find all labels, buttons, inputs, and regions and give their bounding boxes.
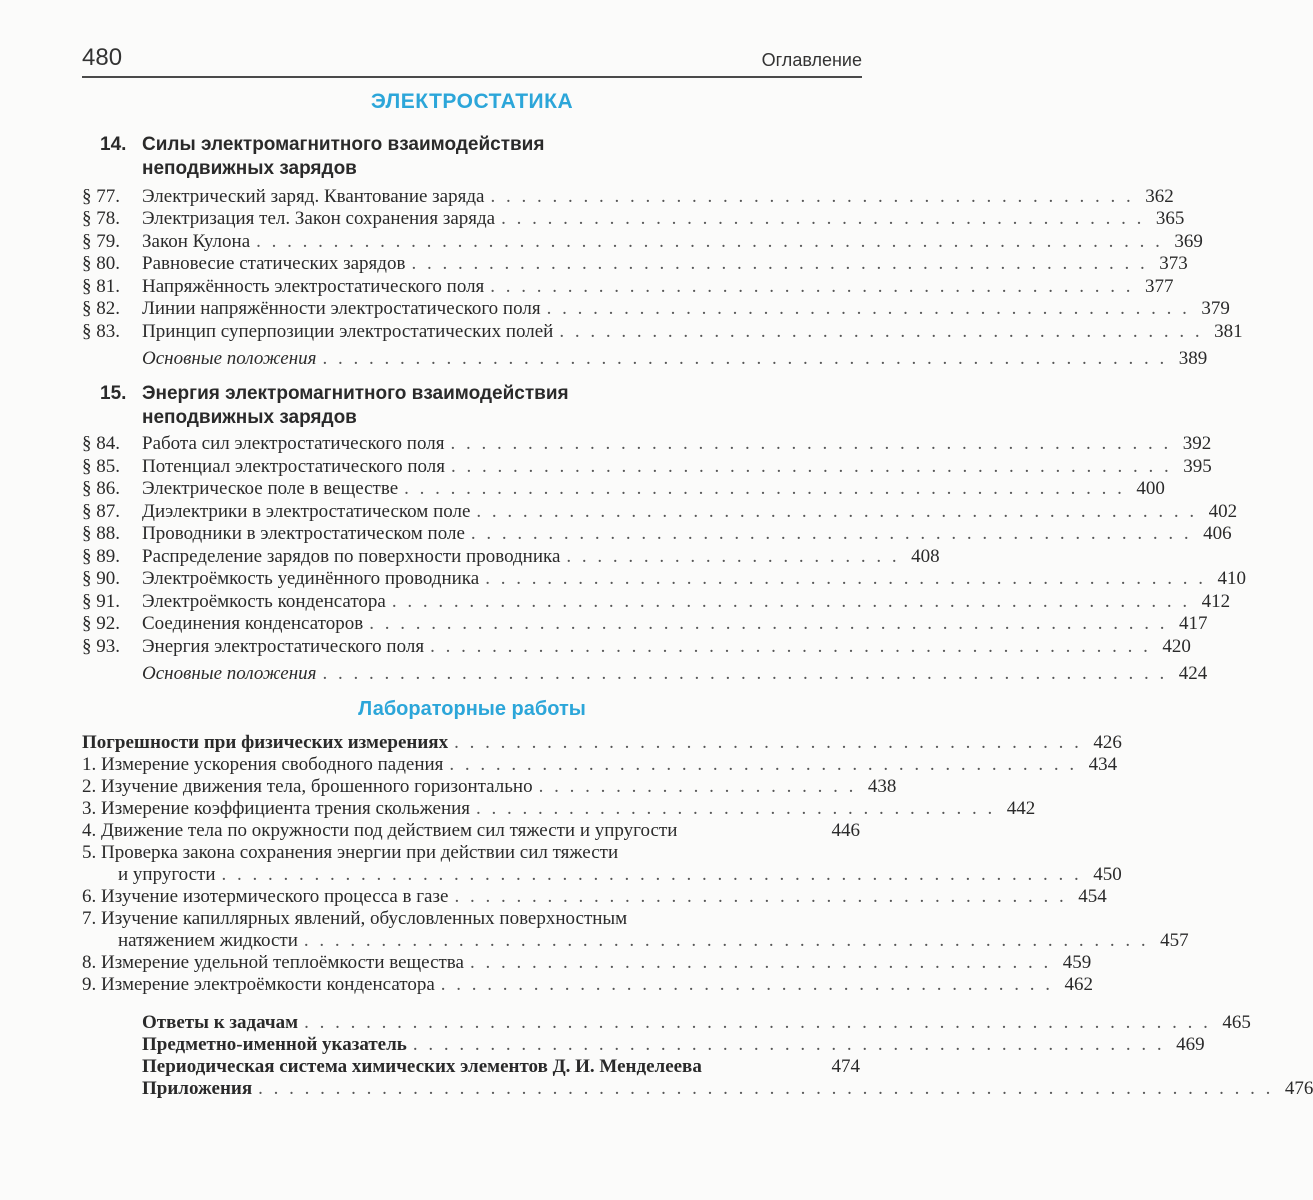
dot-leader: . . . . . . . . . . . . . . . . . . . . . . . . . . . . . . . . . . . . . . . . [440,974,1054,995]
section-title-labs: Лабораторные работы [358,698,586,720]
entry-title: 8. Измерение удельной теплоёмкости вещества [82,952,464,973]
toc-entry-lab-6[interactable] [82,886,1107,908]
entry-title: Линии напряжённости электростатического поля [142,298,541,319]
entry-page: 438 [867,776,897,797]
entry-page: 379 [1201,298,1230,319]
toc-entry-77[interactable] [82,186,1174,208]
entry-title: Основные положения [142,663,317,684]
entry-title: Закон Кулона [142,231,251,252]
toc-entry-lab-1[interactable] [82,754,1118,776]
entry-page: 408 [911,546,940,567]
dot-leader: . . . . . . . . . . . . . . . . . . . . . . . . . . . . . . . . . . . . . . . . . . . . . . . . [411,253,1148,274]
entry-page: 457 [1160,930,1189,951]
dot-leader: . . . . . . . . . . . . . . . . . . . . . . . . . . . . . . . . . . . . . . . . . . . . . . . [430,636,1151,657]
entry-title: Электрическое поле в веществе [142,478,399,499]
running-title: Оглавление [761,50,862,70]
entry-page: 369 [1174,231,1203,252]
entry-page: 389 [1178,348,1208,369]
paragraph-number: § 93. [82,636,120,657]
dot-leader: . . . . . . . . . . . . . . . . . . . . . . . . . . . . . . . . . . . . . . . . . . . . . . . . . [412,1034,1165,1055]
toc-entry-lab-7[interactable] [118,930,1189,952]
toc-entry-86[interactable] [82,478,1165,500]
paragraph-number: § 77. [82,186,120,207]
entry-page: 410 [1217,568,1246,589]
entry-page: 426 [1093,732,1122,753]
toc-entry-measurement-errors[interactable] [82,732,1122,754]
entry-title: Периодическая система химических элементов Д. И. Менделеева [142,1056,702,1077]
toc-entry-lab-4[interactable] [82,820,860,842]
paragraph-number: § 84. [82,433,120,454]
dot-leader: . . . . . . . . . . . . . . . . . . . . . . . . . . . . . . . . . . . . . . . . . [454,732,1082,753]
entry-title: Равновесие статических зарядов [142,253,406,274]
entry-page: 450 [1093,864,1122,885]
toc-entry-79[interactable] [82,231,1203,253]
toc-entry-90[interactable] [82,568,1246,590]
entry-page: 446 [831,820,860,841]
toc-entry-92[interactable] [82,613,1208,635]
paragraph-number: § 80. [82,253,120,274]
entry-title: 2. Изучение движения тела, брошенного горизонтально [82,776,533,797]
toc-entry-81[interactable] [82,276,1174,298]
toc-entry-appendices[interactable] [142,1078,1313,1100]
dot-leader: . . . . . . . . . . . . . . . . . . . . . . . . . . . . . . . . . . . . . . . . . . [490,276,1134,297]
paragraph-number: § 86. [82,478,120,499]
entry-page: 434 [1088,754,1118,775]
chapter-15-heading [100,382,569,430]
toc-entry-periodic-table[interactable] [142,1056,860,1078]
dot-leader: . . . . . . . . . . . . . . . . . . . . . . . . . . . . . . . . . . . . . . [469,952,1052,973]
toc-entry-85[interactable] [82,456,1212,478]
chapter-number: 14. [100,134,127,155]
entry-title: Напряжённость электростатического поля [142,276,485,297]
entry-page: 402 [1208,501,1238,522]
paragraph-number: § 81. [82,276,120,297]
entry-title: Электроёмкость конденсатора [142,591,386,612]
entry-title: 1. Измерение ускорения свободного падения [82,754,444,775]
dot-leader: . . . . . . . . . . . . . . . . . . . . . . . . . . . . . . . . . . . . . . . . . . . . . . . . . . . . [391,591,1191,612]
dot-leader: . . . . . . . . . . . . . . . . . . . . . . . . . . . . . . . . . . . . . . . . . . . . . . . [450,433,1172,454]
chapter-title-line2: неподвижных зарядов [142,407,357,428]
toc-entry-82[interactable] [82,298,1230,320]
dot-leader: . . . . . . . . . . . . . . . . . . . . . . . . . . . . . . . . . . . . . . . . . . . . . . . . . . . . [369,613,1168,634]
dot-leader: . . . . . . . . . . . . . . . . . . . . . . . . . . . . . . . . . . . . . . . . . . . . . . . [451,456,1172,477]
entry-title: Энергия электростатического поля [142,636,425,657]
dot-leader: . . . . . . . . . . . . . . . . . . . . . . . . . . . . . . . . . . . . . . . . [454,886,1067,907]
dot-leader: . . . . . . . . . . . . . . . . . . . . . . . . . . . . . . . . . . . . . . . . . . . . . . . [470,523,1192,544]
paragraph-number: § 91. [82,591,120,612]
entry-title: Электризация тел. Закон сохранения заряда [142,208,496,229]
entry-title: 6. Изучение изотермического процесса в газе [82,886,449,907]
dot-leader: . . . . . . . . . . . . . . . . . . . . . [538,776,857,797]
entry-page: 465 [1222,1012,1251,1033]
entry-title: и упругости [118,864,216,885]
entry-title: Электрический заряд. Квантование заряда [142,186,485,207]
entry-page: 406 [1203,523,1232,544]
toc-entry-lab-9[interactable] [82,974,1094,996]
chapter-14-heading [100,133,544,181]
entry-title: Предметно-именной указатель [142,1034,407,1055]
entry-title: Распределение зарядов по поверхности проводника [142,546,561,567]
entry-title: 9. Измерение электроёмкости конденсатора [82,974,435,995]
entry-title: Электроёмкость уединённого проводника [142,568,480,589]
entry-title: Основные положения [142,348,317,369]
entry-title: Работа сил электростатического поля [142,433,445,454]
paragraph-number: § 90. [82,568,120,589]
entry-page: 377 [1145,276,1174,297]
paragraph-number: § 89. [82,546,120,567]
entry-title: 3. Измерение коэффициента трения скольжения [82,798,471,819]
toc-entry-lab-7-line1: 7. Изучение капиллярных явлений, обусловленных поверхностным [82,908,628,929]
entry-title: Проводники в электростатическом поле [142,523,465,544]
entry-page: 454 [1078,886,1107,907]
entry-title: Потенциал электростатического поля [142,456,446,477]
dot-leader: . . . . . . . . . . . . . . . . . . . . . . . . . . . . . . . . . . . . . . . . . . [501,208,1145,229]
page-number: 480 [82,44,123,71]
dot-leader: . . . . . . . . . . . . . . . . . . . . . . . . . . . . . . . . . . . . . . . . . . . . . . . . . . . . . . . [303,930,1149,951]
toc-entry-78[interactable] [82,208,1185,230]
paragraph-number: § 83. [82,321,120,342]
entry-title: Диэлектрики в электростатическом поле [142,501,471,522]
entry-page: 417 [1178,613,1208,634]
entry-title: натяжением жидкости [118,930,298,951]
toc-entry-index[interactable] [142,1034,1205,1056]
dot-leader: . . . . . . . . . . . . . . . . . . . . . . . . . . . . . . . . . . . . . . . . . . . . . . . [404,478,1125,499]
toc-entry-80[interactable] [82,253,1188,275]
paragraph-number: § 78. [82,208,120,229]
entry-page: 412 [1201,591,1231,612]
entry-page: 362 [1145,186,1174,207]
entry-title: Погрешности при физических измерениях [82,732,449,753]
entry-title: 4. Движение тела по окружности под действием сил тяжести и упругости [82,820,678,841]
toc-entry-lab-5[interactable] [118,864,1122,886]
entry-page: 442 [1006,798,1036,819]
entry-title: Ответы к задачам [142,1012,299,1033]
dot-leader: . . . . . . . . . . . . . . . . . . . . . . . . . . . . . . . . . . . . . . . . . . [546,298,1190,319]
dot-leader: . . . . . . . . . . . . . . . . . . . . . . . . . . . . . . . . . . . . . . . . . . . . . . . . . . . . . . . [322,663,1168,684]
entry-page: 462 [1064,974,1094,995]
dot-leader: . . . . . . . . . . . . . . . . . . . . . . . . . . . . . . . . . . . . . . . . . . . . . . . . . . . . . . . . . . . [256,231,1163,252]
toc-entry-83[interactable] [82,321,1243,343]
entry-page: 476 [1284,1078,1313,1099]
toc-entry-answers[interactable] [142,1012,1251,1034]
dot-leader: . . . . . . . . . . . . . . . . . . . . . . . . . . . . . . . . . . . . . . . . . . . . . . . [485,568,1206,589]
paragraph-number: § 85. [82,456,120,477]
dot-leader: . . . . . . . . . . . . . . . . . . . . . . . . . . . . . . . . . . . . . . . . . . . . . . . . . . . . . . . . . . . [304,1012,1211,1033]
dot-leader: . . . . . . . . . . . . . . . . . . . . . . . . . . . . . . . . . . . . . . . . . . . . . . . [476,501,1198,522]
entry-page: 459 [1062,952,1092,973]
entry-title: Принцип суперпозиции электростатических полей [142,321,554,342]
toc-entry-lab-8[interactable] [82,952,1092,974]
dot-leader: . . . . . . . . . . . . . . . . . . . . . . . . . . . . . . . . . . . . . . . . . . . . . . . . . . . . . . . . [221,864,1082,885]
paragraph-number: § 87. [82,501,120,522]
toc-entry-summary-15[interactable] [142,663,1208,685]
paragraph-number: § 79. [82,231,120,252]
entry-page: 392 [1182,433,1212,454]
toc-entry-87[interactable] [82,501,1238,523]
toc-entry-93[interactable] [82,636,1191,658]
toc-entry-summary-14[interactable] [142,348,1208,370]
entry-title: Приложения [142,1078,253,1099]
entry-page: 469 [1176,1034,1205,1055]
entry-title: Соединения конденсаторов [142,613,364,634]
toc-entry-91[interactable] [82,591,1231,613]
paragraph-number: § 92. [82,613,120,634]
toc-entry-89[interactable] [82,546,940,568]
section-title-electrostatics: ЭЛЕКТРОСТАТИКА [370,90,574,113]
dot-leader: . . . . . . . . . . . . . . . . . . . . . . [566,546,900,567]
toc-entry-lab-3[interactable] [82,798,1036,820]
toc-entry-84[interactable] [82,433,1212,455]
entry-page: 395 [1183,456,1212,477]
chapter-title-line1: Силы электромагнитного взаимодействия [142,134,545,155]
entry-page: 365 [1155,208,1185,229]
paragraph-number: § 82. [82,298,120,319]
paragraph-number: § 88. [82,523,120,544]
toc-entry-lab-2[interactable] [82,776,897,798]
chapter-title-line1: Энергия электромагнитного взаимодействия [142,383,569,404]
dot-leader: . . . . . . . . . . . . . . . . . . . . . . . . . . . . . . . . . . . . . . . . . [449,754,1078,775]
entry-page: 400 [1136,478,1165,499]
dot-leader: . . . . . . . . . . . . . . . . . . . . . . . . . . . . . . . . . . . . . . . . . . . . . . . . . . . . . . . [322,348,1168,369]
dot-leader: . . . . . . . . . . . . . . . . . . . . . . . . . . . . . . . . . . [476,798,996,819]
page-header [82,40,862,78]
dot-leader: . . . . . . . . . . . . . . . . . . . . . . . . . . . . . . . . . . . . . . . . . . . . . . . . . . . . . . . . . . . . . . . . . . [258,1078,1274,1099]
entry-page: 373 [1159,253,1188,274]
entry-page: 424 [1178,663,1208,684]
dot-leader: . . . . . . . . . . . . . . . . . . . . . . . . . . . . . . . . . . . . . . . . . . [559,321,1203,342]
toc-entry-88[interactable] [82,523,1232,545]
toc-entry-lab-5-line1: 5. Проверка закона сохранения энергии при действии сил тяжести [82,842,619,863]
entry-page: 474 [831,1056,860,1077]
chapter-number: 15. [100,383,127,404]
entry-page: 420 [1162,636,1191,657]
chapter-title-line2: неподвижных зарядов [142,158,357,179]
dot-leader: . . . . . . . . . . . . . . . . . . . . . . . . . . . . . . . . . . . . . . . . . . [490,186,1134,207]
entry-page: 381 [1214,321,1243,342]
